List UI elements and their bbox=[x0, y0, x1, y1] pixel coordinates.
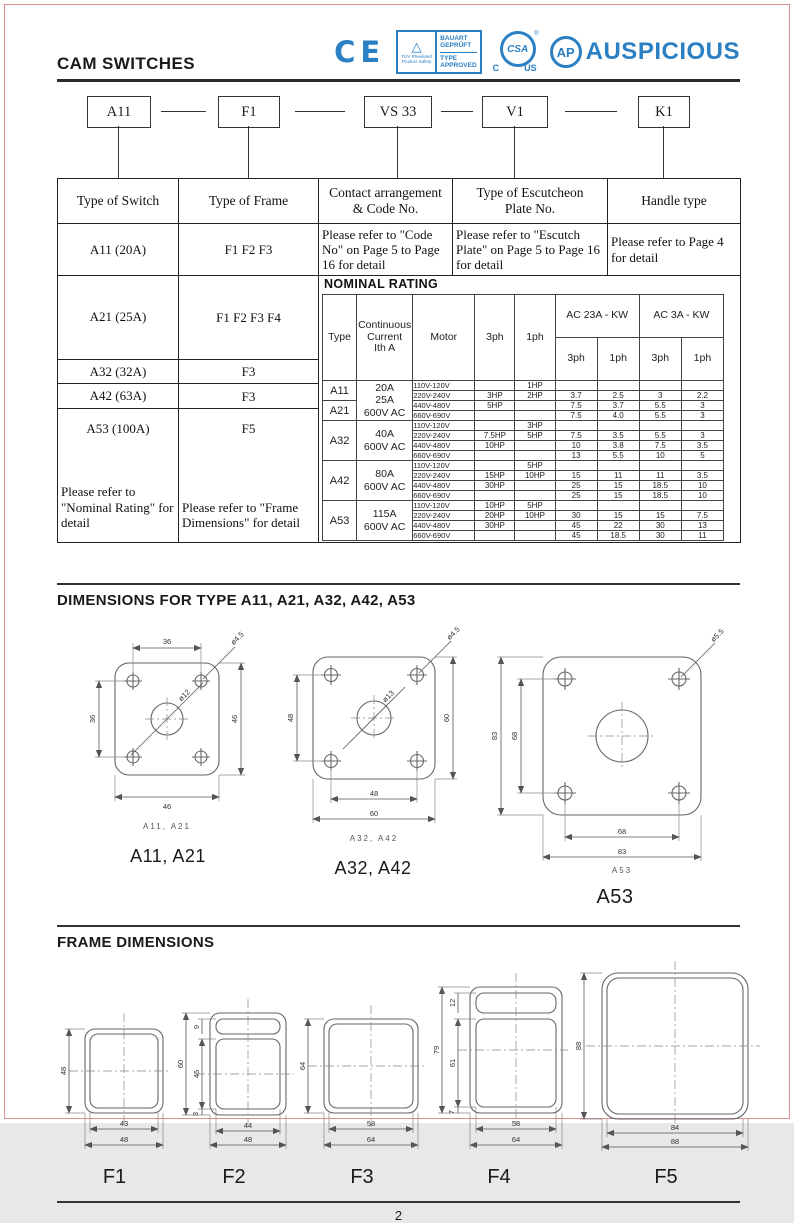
code-dash bbox=[441, 111, 473, 112]
nominal-val-cell bbox=[475, 411, 515, 421]
col-header-escutcheon: Type of Escutcheon Plate No. bbox=[453, 179, 608, 224]
dim-left-outer: 60 bbox=[176, 1059, 185, 1069]
csa-registered-symbol: ® bbox=[534, 31, 539, 37]
dim-corner-hole: ø4.5 bbox=[444, 624, 462, 642]
dim-right: 46 bbox=[230, 714, 239, 724]
nominal-current-cell: 80A 600V AC bbox=[357, 461, 413, 501]
frames-a11: F1 F2 F3 bbox=[179, 224, 319, 276]
nominal-val-cell: 7.5HP bbox=[475, 431, 515, 441]
brand-logo bbox=[550, 36, 740, 68]
nominal-val-cell: 2.2 bbox=[681, 391, 723, 401]
frame-dimensions-note: Please refer to "Frame Dimensions" for detail bbox=[182, 499, 300, 531]
nominal-val-cell: 13 bbox=[555, 451, 597, 461]
nominal-val-cell: 18.5 bbox=[639, 491, 681, 501]
nominal-rating-note: Please refer to "Nominal Rating" for detail bbox=[61, 484, 174, 531]
nominal-rating-title: NOMINAL RATING bbox=[324, 277, 439, 291]
nominal-val-cell: 7.5 bbox=[681, 511, 723, 521]
switch-a32: A32 (32A) bbox=[58, 359, 179, 383]
nominal-val-cell bbox=[555, 381, 597, 391]
nr-header-3ph: 3ph bbox=[475, 295, 515, 381]
drawing-label: A11, A21 bbox=[143, 822, 191, 831]
code-box-switch: A11 bbox=[87, 96, 151, 128]
certification-logos bbox=[334, 30, 740, 74]
frame-f5 bbox=[570, 961, 762, 1189]
nominal-val-cell: 30 bbox=[639, 531, 681, 541]
note-escutcheon: Please refer to "Escutch Plate" on Page 5 to Page 16 for detail bbox=[453, 224, 608, 276]
nominal-volt-cell: 110V-120V bbox=[413, 381, 475, 391]
nominal-val-cell: 5.5 bbox=[639, 431, 681, 441]
drawing-a53 bbox=[485, 615, 745, 909]
dim-corner-hole: ø5.5 bbox=[708, 626, 726, 644]
code-box-handle: K1 bbox=[638, 96, 690, 128]
nominal-val-cell bbox=[597, 501, 639, 511]
nominal-val-cell: 3HP bbox=[515, 421, 555, 431]
drawing-caption-a32-a42: A32, A42 bbox=[334, 858, 412, 878]
frame-drawing-f2 bbox=[172, 993, 296, 1155]
frames-a42: F3 bbox=[179, 384, 319, 408]
nominal-volt-cell: 660V-690V bbox=[413, 411, 475, 421]
frames-a21: F1 F2 F3 F4 bbox=[179, 276, 319, 360]
nominal-type-cell: A21 bbox=[323, 401, 357, 421]
dim-left-outer: 79 bbox=[432, 1045, 441, 1055]
dim-center-hole: ø13 bbox=[380, 688, 396, 704]
nominal-val-cell bbox=[515, 521, 555, 531]
frame-f1 bbox=[57, 1007, 172, 1189]
dim-left: 48 bbox=[286, 713, 295, 723]
nominal-val-cell bbox=[475, 381, 515, 391]
dim-bottom-inner: 44 bbox=[243, 1121, 253, 1130]
note-handle: Please refer to Page 4 for detail bbox=[608, 224, 741, 276]
nominal-val-cell: 3.8 bbox=[597, 441, 639, 451]
nominal-val-cell: 3.5 bbox=[597, 431, 639, 441]
nominal-volt-cell: 220V-240V bbox=[413, 471, 475, 481]
nominal-val-cell: 10HP bbox=[475, 441, 515, 451]
nominal-val-cell: 3 bbox=[681, 411, 723, 421]
dim-left: 36 bbox=[88, 714, 97, 724]
dim-bottom-inner: 84 bbox=[670, 1123, 680, 1132]
nominal-val-cell: 22 bbox=[597, 521, 639, 531]
nominal-volt-cell: 440V-480V bbox=[413, 481, 475, 491]
nominal-volt-cell: 660V-690V bbox=[413, 531, 475, 541]
nr-header-1ph: 1ph bbox=[515, 295, 555, 381]
nominal-rating-body bbox=[323, 381, 724, 541]
nominal-val-cell: 5HP bbox=[475, 401, 515, 411]
nominal-volt-cell: 110V-120V bbox=[413, 421, 475, 431]
dim-top: 12 bbox=[448, 998, 457, 1008]
nominal-val-cell bbox=[555, 461, 597, 471]
dim-left: 64 bbox=[298, 1061, 307, 1071]
frame-drawings bbox=[57, 961, 740, 1189]
switch-a21: A21 (25A) bbox=[58, 276, 179, 360]
nominal-val-cell bbox=[515, 401, 555, 411]
nominal-val-cell bbox=[681, 421, 723, 431]
nominal-val-cell: 7.5 bbox=[555, 411, 597, 421]
nominal-val-cell: 7.5 bbox=[639, 441, 681, 451]
nominal-val-cell: 5 bbox=[681, 451, 723, 461]
frame-caption-f5: F5 bbox=[654, 1166, 678, 1188]
nr-header-type: Type bbox=[323, 295, 357, 381]
nominal-val-cell: 15 bbox=[639, 511, 681, 521]
nominal-volt-cell: 660V-690V bbox=[413, 451, 475, 461]
drawing-a11-a21 bbox=[73, 615, 263, 867]
dim-bottom: 46 bbox=[162, 802, 172, 811]
dim-left-inner: 61 bbox=[448, 1058, 457, 1068]
nominal-val-cell: 15 bbox=[555, 471, 597, 481]
dim-bottom: 64 bbox=[511, 1135, 521, 1144]
dimension-drawings bbox=[57, 615, 740, 909]
code-box-contact: VS 33 bbox=[364, 96, 432, 128]
nominal-val-cell bbox=[681, 381, 723, 391]
nominal-val-cell: 20HP bbox=[475, 511, 515, 521]
nominal-header-row bbox=[323, 295, 724, 338]
nominal-volt-cell: 110V-120V bbox=[413, 501, 475, 511]
code-dash bbox=[295, 111, 345, 112]
nominal-val-cell bbox=[639, 381, 681, 391]
frame-caption-f2: F2 bbox=[222, 1166, 246, 1188]
nominal-val-cell: 10 bbox=[681, 481, 723, 491]
nominal-val-cell: 11 bbox=[639, 471, 681, 481]
frame-caption-f3: F3 bbox=[350, 1166, 374, 1188]
dim-top: 9 bbox=[192, 1024, 201, 1030]
brand-monogram-icon: AP bbox=[550, 36, 582, 68]
nr-sub-3ph: 3ph bbox=[555, 338, 597, 381]
nominal-val-cell: 25 bbox=[555, 481, 597, 491]
nominal-val-cell: 30HP bbox=[475, 481, 515, 491]
dim-bottom-inner: 48 bbox=[369, 789, 379, 798]
frames-a53: F5 bbox=[241, 421, 256, 437]
nominal-type-cell: A42 bbox=[323, 461, 357, 501]
order-code-diagram bbox=[57, 82, 740, 178]
nominal-volt-cell: 220V-240V bbox=[413, 511, 475, 521]
tuv-left-label: TÜV Rheinland Product Safety bbox=[401, 53, 432, 64]
nominal-rating-row bbox=[323, 501, 724, 511]
nominal-val-cell: 3.7 bbox=[555, 391, 597, 401]
nominal-current-cell: 40A 600V AC bbox=[357, 421, 413, 461]
dim-bottom: 83 bbox=[617, 847, 627, 856]
nr-header-ac3: AC 3A - KW bbox=[639, 295, 723, 338]
nominal-val-cell: 11 bbox=[681, 531, 723, 541]
ce-mark-icon: CE bbox=[334, 35, 386, 69]
nominal-val-cell: 3.7 bbox=[597, 401, 639, 411]
nominal-val-cell bbox=[555, 421, 597, 431]
code-connector bbox=[397, 126, 398, 178]
nominal-val-cell: 3.5 bbox=[681, 441, 723, 451]
dim-top: 36 bbox=[162, 637, 172, 646]
nominal-type-cell: A32 bbox=[323, 421, 357, 461]
dim-left-inner: 45 bbox=[192, 1069, 201, 1079]
dim-bottom-inner: 58 bbox=[511, 1119, 521, 1128]
note-code: Please refer to "Code No" on Page 5 to Page 16 for detail bbox=[319, 224, 453, 276]
nominal-rating-area bbox=[319, 276, 741, 543]
dim-bottom-inner: 58 bbox=[366, 1119, 376, 1128]
plate-drawing-a32-a42 bbox=[273, 615, 473, 849]
dim-bottom-inner: 68 bbox=[617, 827, 627, 836]
table-row bbox=[58, 224, 741, 276]
dim-bottom: 48 bbox=[119, 1135, 129, 1144]
nominal-val-cell: 3 bbox=[681, 431, 723, 441]
nominal-volt-cell: 440V-480V bbox=[413, 441, 475, 451]
csa-mark-icon bbox=[493, 31, 539, 73]
nominal-val-cell bbox=[597, 421, 639, 431]
nominal-val-cell: 5.5 bbox=[639, 411, 681, 421]
drawing-label: A53 bbox=[611, 866, 633, 875]
nominal-val-cell bbox=[515, 531, 555, 541]
nominal-val-cell bbox=[639, 501, 681, 511]
nominal-val-cell: 30 bbox=[639, 521, 681, 531]
page-header bbox=[57, 0, 740, 82]
code-connector bbox=[118, 126, 119, 178]
col-header-contact: Contact arrangement & Code No. bbox=[319, 179, 453, 224]
nominal-val-cell: 3HP bbox=[475, 391, 515, 401]
nominal-val-cell: 13 bbox=[681, 521, 723, 531]
tuv-type-approved-label: TYPE APPROVED bbox=[440, 54, 477, 69]
frames-a32: F3 bbox=[179, 359, 319, 383]
tuv-triangle-icon: △ bbox=[411, 38, 422, 54]
nr-sub-3ph: 3ph bbox=[639, 338, 681, 381]
frame-drawing-f1 bbox=[57, 1007, 172, 1155]
dim-bottom: 48 bbox=[243, 1135, 253, 1144]
nominal-val-cell: 15 bbox=[597, 491, 639, 501]
nominal-val-cell: 2HP bbox=[515, 391, 555, 401]
switch-selection-table bbox=[57, 178, 741, 543]
nominal-val-cell: 2.5 bbox=[597, 391, 639, 401]
col-header-handle: Handle type bbox=[608, 179, 741, 224]
code-dash bbox=[565, 111, 617, 112]
dim-bottom: 88 bbox=[670, 1137, 680, 1146]
code-box-frame: F1 bbox=[218, 96, 280, 128]
dim-left-inner: 68 bbox=[510, 731, 519, 741]
dim-bottom-inner: 43 bbox=[119, 1119, 129, 1128]
nominal-val-cell: 5.5 bbox=[639, 401, 681, 411]
frame-drawing-f5 bbox=[570, 961, 762, 1155]
dim-bottom: 60 bbox=[369, 809, 379, 818]
nominal-val-cell: 3 bbox=[681, 401, 723, 411]
dim-bottom-gap: 3 bbox=[191, 1111, 200, 1117]
nominal-val-cell bbox=[639, 461, 681, 471]
nominal-val-cell: 15HP bbox=[475, 471, 515, 481]
footer-divider bbox=[57, 1201, 740, 1203]
switch-a53: A53 (100A) bbox=[86, 421, 150, 437]
dim-left-outer: 83 bbox=[490, 731, 499, 741]
nominal-val-cell: 10HP bbox=[475, 501, 515, 511]
nominal-val-cell: 7.5 bbox=[555, 431, 597, 441]
nominal-volt-cell: 440V-480V bbox=[413, 401, 475, 411]
dim-bottom: 64 bbox=[366, 1135, 376, 1144]
nominal-val-cell: 10 bbox=[555, 441, 597, 451]
drawing-caption-a53: A53 bbox=[596, 886, 634, 908]
nominal-val-cell: 5HP bbox=[515, 501, 555, 511]
frame-f4 bbox=[428, 969, 570, 1189]
section-divider bbox=[57, 925, 740, 927]
switch-a11: A11 (20A) bbox=[58, 224, 179, 276]
nominal-val-cell bbox=[597, 381, 639, 391]
nominal-volt-cell: 440V-480V bbox=[413, 521, 475, 531]
code-box-plate: V1 bbox=[482, 96, 548, 128]
nominal-rating-table bbox=[322, 294, 724, 541]
code-connector bbox=[248, 126, 249, 178]
nominal-val-cell: 1HP bbox=[515, 381, 555, 391]
nominal-val-cell: 15 bbox=[597, 481, 639, 491]
nominal-val-cell: 5HP bbox=[515, 461, 555, 471]
selection-header-row bbox=[58, 179, 741, 224]
nominal-volt-cell: 110V-120V bbox=[413, 461, 475, 471]
frame-f2 bbox=[172, 993, 296, 1189]
page-number: 2 bbox=[394, 1208, 403, 1223]
nominal-val-cell: 5HP bbox=[515, 431, 555, 441]
dim-center-hole: ø12 bbox=[176, 687, 192, 703]
nominal-val-cell: 45 bbox=[555, 521, 597, 531]
csa-us-label: US bbox=[524, 63, 537, 73]
nr-header-motor: Motor bbox=[413, 295, 475, 381]
col-header-type-of-frame: Type of Frame bbox=[179, 179, 319, 224]
nominal-val-cell bbox=[475, 461, 515, 471]
nominal-val-cell: 3.5 bbox=[681, 471, 723, 481]
nr-sub-1ph: 1ph bbox=[681, 338, 723, 381]
tuv-badge bbox=[396, 30, 481, 74]
nominal-val-cell: 30 bbox=[555, 511, 597, 521]
nominal-val-cell: 10 bbox=[681, 491, 723, 501]
nominal-val-cell: 10HP bbox=[515, 471, 555, 481]
nominal-val-cell bbox=[475, 451, 515, 461]
nominal-val-cell: 18.5 bbox=[639, 481, 681, 491]
col-header-type-of-switch: Type of Switch bbox=[58, 179, 179, 224]
code-dash bbox=[161, 111, 206, 112]
csa-c-label: C bbox=[492, 63, 500, 73]
nominal-val-cell: 25 bbox=[555, 491, 597, 501]
drawing-caption-a11-a21: A11, A21 bbox=[130, 846, 206, 866]
frame-caption-f1: F1 bbox=[102, 1166, 127, 1188]
frame-drawing-f4 bbox=[428, 969, 570, 1155]
drawing-label: A32, A42 bbox=[349, 834, 399, 843]
nominal-val-cell: 11 bbox=[597, 471, 639, 481]
nominal-val-cell: 15 bbox=[597, 511, 639, 521]
nominal-current-cell: 115A 600V AC bbox=[357, 501, 413, 541]
csa-circle: CSA bbox=[500, 31, 536, 67]
nominal-volt-cell: 660V-690V bbox=[413, 491, 475, 501]
frame-f3 bbox=[296, 997, 428, 1189]
dim-left: 48 bbox=[59, 1066, 68, 1076]
code-connector bbox=[663, 126, 664, 178]
nominal-val-cell: 30HP bbox=[475, 521, 515, 531]
nominal-type-cell: A11 bbox=[323, 381, 357, 401]
dim-corner-hole: ø4.5 bbox=[228, 629, 246, 647]
nominal-val-cell bbox=[515, 411, 555, 421]
frame-section-title: FRAME DIMENSIONS bbox=[57, 934, 215, 951]
nominal-val-cell bbox=[597, 461, 639, 471]
section-divider bbox=[57, 583, 740, 585]
nominal-val-cell bbox=[681, 501, 723, 511]
dim-left: 88 bbox=[574, 1041, 583, 1051]
dim-bottom-gap: 7 bbox=[447, 1109, 456, 1115]
plate-drawing-a11-a21 bbox=[73, 615, 263, 837]
nominal-val-cell bbox=[475, 491, 515, 501]
nominal-rating-row bbox=[323, 381, 724, 391]
dimensions-section-title: DIMENSIONS FOR TYPE A11, A21, A32, A42, A53 bbox=[57, 592, 416, 609]
nominal-val-cell bbox=[515, 441, 555, 451]
nominal-val-cell: 7.5 bbox=[555, 401, 597, 411]
nominal-rating-row bbox=[323, 421, 724, 431]
plate-drawing-a53 bbox=[485, 615, 745, 877]
nominal-val-cell bbox=[475, 421, 515, 431]
nominal-val-cell: 10HP bbox=[515, 511, 555, 521]
nominal-val-cell: 10 bbox=[639, 451, 681, 461]
nominal-val-cell bbox=[515, 481, 555, 491]
brand-name: AUSPICIOUS bbox=[585, 38, 740, 65]
table-row bbox=[58, 276, 741, 360]
nominal-val-cell bbox=[475, 531, 515, 541]
page-title: CAM SWITCHES bbox=[57, 54, 195, 73]
nominal-val-cell: 3 bbox=[639, 391, 681, 401]
nominal-val-cell bbox=[515, 451, 555, 461]
nominal-val-cell: 4.0 bbox=[597, 411, 639, 421]
nominal-volt-cell: 220V-240V bbox=[413, 391, 475, 401]
nominal-val-cell: 18.5 bbox=[597, 531, 639, 541]
frame-drawing-f3 bbox=[296, 997, 428, 1155]
code-connector bbox=[514, 126, 515, 178]
frame-caption-f4: F4 bbox=[487, 1166, 511, 1188]
nominal-current-cell: 20A 25A 600V AC bbox=[357, 381, 413, 421]
nr-header-ac23: AC 23A - KW bbox=[555, 295, 639, 338]
nominal-val-cell: 45 bbox=[555, 531, 597, 541]
nr-sub-1ph: 1ph bbox=[597, 338, 639, 381]
nominal-volt-cell: 220V-240V bbox=[413, 431, 475, 441]
nominal-val-cell bbox=[555, 501, 597, 511]
nominal-rating-row bbox=[323, 461, 724, 471]
drawing-a32-a42 bbox=[273, 615, 473, 879]
dim-right: 60 bbox=[442, 713, 451, 723]
nominal-val-cell bbox=[681, 461, 723, 471]
nominal-val-cell bbox=[639, 421, 681, 431]
switch-a42: A42 (63A) bbox=[58, 384, 179, 408]
tuv-bauart-label: BAUART GEPRÜFT bbox=[440, 33, 476, 53]
nominal-val-cell: 5.5 bbox=[597, 451, 639, 461]
nominal-type-cell: A53 bbox=[323, 501, 357, 541]
nr-header-current: Continuous Current Ith A bbox=[357, 295, 413, 381]
nominal-val-cell bbox=[515, 491, 555, 501]
